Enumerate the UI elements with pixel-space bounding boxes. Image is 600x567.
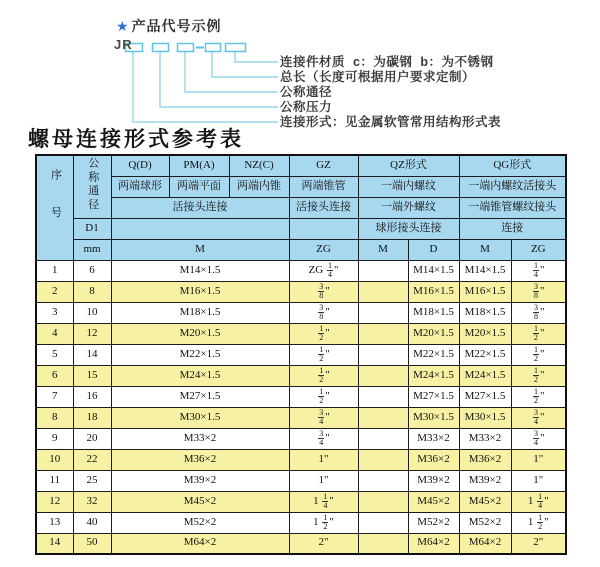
header-mm: mm <box>73 239 111 260</box>
cell-qg-zg: 1 $\frac{1}{4}$ " <box>511 491 566 512</box>
header-qg-m: M <box>459 239 511 260</box>
cell-qz-m <box>358 407 408 428</box>
code-box <box>178 44 194 52</box>
cell-m: M30×1.5 <box>111 407 289 428</box>
cell-qz-d: M45×2 <box>408 491 459 512</box>
code-label-diameter: 公称通径 <box>280 85 333 99</box>
header-row-3 <box>36 197 566 218</box>
header-type-gz: GZ <box>289 155 358 176</box>
cell-qz-m <box>358 449 408 470</box>
cell-gz-zg: 2" <box>289 533 358 554</box>
cell-qg-zg: $\frac{1}{2}$ " <box>511 386 566 407</box>
cell-seq: 13 <box>36 512 73 533</box>
cell-qz-d: M30×1.5 <box>408 407 459 428</box>
cell-m: M20×1.5 <box>111 323 289 344</box>
table-body <box>36 260 566 554</box>
table-row <box>36 428 566 449</box>
table-row <box>36 302 566 323</box>
cell-m: M64×2 <box>111 533 289 554</box>
cell-qz-d: M27×1.5 <box>408 386 459 407</box>
cell-qg-m: M33×2 <box>459 428 511 449</box>
cell-seq: 14 <box>36 533 73 554</box>
header-desc-pm: 两端平面 <box>169 176 229 197</box>
cell-qz-m <box>358 533 408 554</box>
table-row <box>36 512 566 533</box>
code-prefix: JR <box>114 37 133 52</box>
cell-qz-m <box>358 365 408 386</box>
cell-qz-m <box>358 323 408 344</box>
code-label-connection: 连接形式：见金属软管常用结构形式表 <box>280 115 502 129</box>
cell-m: M39×2 <box>111 470 289 491</box>
cell-gz-zg: 1 $\frac{1}{2}$ " <box>289 512 358 533</box>
header-row-4 <box>36 218 566 239</box>
cell-gz-zg: $\frac{3}{4}$ " <box>289 407 358 428</box>
cell-seq: 6 <box>36 365 73 386</box>
cell-qg-zg: $\frac{1}{2}$ " <box>511 365 566 386</box>
cell-qz-d: M33×2 <box>408 428 459 449</box>
table-row <box>36 533 566 554</box>
cell-seq: 1 <box>36 260 73 281</box>
cell-qz-d: M18×1.5 <box>408 302 459 323</box>
header-type-nz: NZ(C) <box>229 155 289 176</box>
cell-gz-zg: $\frac{3}{4}$ " <box>289 428 358 449</box>
code-box <box>206 44 221 52</box>
cell-m: M16×1.5 <box>111 281 289 302</box>
table-row <box>36 281 566 302</box>
cell-qg-m: M22×1.5 <box>459 344 511 365</box>
cell-mm: 16 <box>73 386 111 407</box>
cell-seq: 8 <box>36 407 73 428</box>
cell-gz-zg: 1" <box>289 470 358 491</box>
cell-qg-m: M39×2 <box>459 470 511 491</box>
cell-qz-m <box>358 428 408 449</box>
cell-m: M14×1.5 <box>111 260 289 281</box>
code-label-length: 总长（长度可根据用户要求定制） <box>280 70 476 84</box>
cell-qg-zg: $\frac{3}{8}$ " <box>511 281 566 302</box>
cell-qg-zg: 1" <box>511 449 566 470</box>
table-row <box>36 449 566 470</box>
code-box <box>226 44 246 52</box>
cell-qg-zg: $\frac{1}{2}$ " <box>511 344 566 365</box>
table-row <box>36 365 566 386</box>
table-row <box>36 407 566 428</box>
cell-qz-d: M36×2 <box>408 449 459 470</box>
cell-mm: 8 <box>73 281 111 302</box>
connector-line <box>235 52 278 62</box>
cell-mm: 12 <box>73 323 111 344</box>
header-union-connection: 活接头连接 <box>111 197 289 218</box>
cell-qz-d: M16×1.5 <box>408 281 459 302</box>
cell-qz-m <box>358 302 408 323</box>
cell-mm: 22 <box>73 449 111 470</box>
cell-gz-zg: $\frac{1}{2}$ " <box>289 365 358 386</box>
cell-qz-m <box>358 386 408 407</box>
cell-m: M33×2 <box>111 428 289 449</box>
header-qz-d: D <box>408 239 459 260</box>
header-seq: 序号 <box>36 155 73 260</box>
cell-qg-m: M27×1.5 <box>459 386 511 407</box>
cell-gz-zg: $\frac{3}{8}$ " <box>289 302 358 323</box>
cell-qg-m: M52×2 <box>459 512 511 533</box>
star-icon: ★ <box>116 18 130 34</box>
cell-qz-d: M22×1.5 <box>408 344 459 365</box>
table-row <box>36 344 566 365</box>
cell-qz-m <box>358 260 408 281</box>
cell-mm: 50 <box>73 533 111 554</box>
code-label-material: 连接件材质 c：为碳钢 b：为不锈钢 <box>280 55 494 69</box>
cell-qg-m: M16×1.5 <box>459 281 511 302</box>
cell-qz-d: M20×1.5 <box>408 323 459 344</box>
cell-m: M52×2 <box>111 512 289 533</box>
cell-qz-d: M39×2 <box>408 470 459 491</box>
cell-qg-m: M36×2 <box>459 449 511 470</box>
cell-qg-m: M18×1.5 <box>459 302 511 323</box>
cell-qg-m: M45×2 <box>459 491 511 512</box>
cell-gz-zg: $\frac{1}{2}$ " <box>289 323 358 344</box>
cell-qz-d: M24×1.5 <box>408 365 459 386</box>
connector-line <box>185 52 278 92</box>
header-blank-union <box>111 218 289 239</box>
cell-seq: 7 <box>36 386 73 407</box>
cell-qg-m: M64×2 <box>459 533 511 554</box>
cell-qz-m <box>358 344 408 365</box>
cell-qz-m <box>358 470 408 491</box>
code-example-heading <box>116 16 222 36</box>
cell-mm: 25 <box>73 470 111 491</box>
code-boxes <box>126 44 246 52</box>
header-desc-nz: 两端内锥 <box>229 176 289 197</box>
cell-mm: 15 <box>73 365 111 386</box>
cell-qg-m: M14×1.5 <box>459 260 511 281</box>
code-example-heading-text: 产品代号示例 <box>131 18 222 34</box>
cell-m: M18×1.5 <box>111 302 289 323</box>
table-row <box>36 470 566 491</box>
cell-qg-zg: 2" <box>511 533 566 554</box>
cell-gz-zg: $\frac{1}{2}$ " <box>289 344 358 365</box>
cell-qg-zg: $\frac{1}{4}$ " <box>511 260 566 281</box>
cell-gz-zg: $\frac{3}{8}$ " <box>289 281 358 302</box>
cell-qz-m <box>358 512 408 533</box>
header-row-5 <box>36 239 566 260</box>
table-row <box>36 491 566 512</box>
cell-qg-zg: $\frac{3}{4}$ " <box>511 428 566 449</box>
code-label-pressure: 公称压力 <box>280 100 333 114</box>
cell-seq: 12 <box>36 491 73 512</box>
cell-seq: 2 <box>36 281 73 302</box>
cell-m: M22×1.5 <box>111 344 289 365</box>
header-gz-union-connection: 活接头连接 <box>289 197 358 218</box>
header-ball-joint-connection: 球形接头连接 <box>358 218 459 239</box>
header-desc-qg-2: 一端锥管螺纹接头 <box>459 197 566 218</box>
cell-m: M36×2 <box>111 449 289 470</box>
cell-qg-zg: 1 $\frac{1}{2}$ " <box>511 512 566 533</box>
cell-qz-d: M64×2 <box>408 533 459 554</box>
cell-seq: 10 <box>36 449 73 470</box>
header-type-q: Q(D) <box>111 155 169 176</box>
header-qz-m: M <box>358 239 408 260</box>
cell-qg-zg: $\frac{3}{4}$ " <box>511 407 566 428</box>
cell-gz-zg: 1 $\frac{1}{4}$ " <box>289 491 358 512</box>
cell-m: M45×2 <box>111 491 289 512</box>
header-row-2 <box>36 176 566 197</box>
connector-line <box>212 52 278 77</box>
cell-qz-d: M14×1.5 <box>408 260 459 281</box>
header-qg-zg: ZG <box>511 239 566 260</box>
cell-qz-m <box>358 281 408 302</box>
cell-qz-d: M52×2 <box>408 512 459 533</box>
cell-seq: 4 <box>36 323 73 344</box>
cell-qg-zg: $\frac{3}{8}$ " <box>511 302 566 323</box>
header-d1: D1 <box>73 218 111 239</box>
connector-line <box>160 52 278 107</box>
cell-mm: 6 <box>73 260 111 281</box>
cell-mm: 40 <box>73 512 111 533</box>
cell-qg-m: M20×1.5 <box>459 323 511 344</box>
cell-gz-zg: ZG $\frac{1}{4}$ " <box>289 260 358 281</box>
header-zg: ZG <box>289 239 358 260</box>
table-row <box>36 260 566 281</box>
header-type-pm: PM(A) <box>169 155 229 176</box>
cell-qz-m <box>358 491 408 512</box>
code-box <box>153 44 169 52</box>
cell-qg-m: M30×1.5 <box>459 407 511 428</box>
header-type-qg: QG形式 <box>459 155 566 176</box>
header-desc-qz-1: 一端内螺纹 <box>358 176 459 197</box>
header-desc-gz: 两端锥管 <box>289 176 358 197</box>
cell-seq: 5 <box>36 344 73 365</box>
cell-gz-zg: 1" <box>289 449 358 470</box>
cell-mm: 10 <box>73 302 111 323</box>
table-header <box>36 155 566 260</box>
header-desc-qz-2: 一端外螺纹 <box>358 197 459 218</box>
cell-qg-m: M24×1.5 <box>459 365 511 386</box>
header-blank-gz <box>289 218 358 239</box>
header-desc-qg-1: 一端内螺纹活接头 <box>459 176 566 197</box>
cell-seq: 3 <box>36 302 73 323</box>
cell-qg-zg: 1" <box>511 470 566 491</box>
cell-mm: 14 <box>73 344 111 365</box>
header-row-1 <box>36 155 566 176</box>
cell-mm: 20 <box>73 428 111 449</box>
cell-gz-zg: $\frac{1}{2}$ " <box>289 386 358 407</box>
header-m: M <box>111 239 289 260</box>
table-row <box>36 323 566 344</box>
header-qg-connection: 连接 <box>459 218 566 239</box>
cell-mm: 32 <box>73 491 111 512</box>
connector-lines <box>133 52 278 122</box>
header-nominal-diameter: 公称通径 <box>73 155 111 218</box>
cell-seq: 9 <box>36 428 73 449</box>
page-title: 螺母连接形式参考表 <box>28 126 244 151</box>
cell-m: M24×1.5 <box>111 365 289 386</box>
reference-table <box>35 154 567 555</box>
header-desc-q: 两端球形 <box>111 176 169 197</box>
cell-m: M27×1.5 <box>111 386 289 407</box>
cell-mm: 18 <box>73 407 111 428</box>
table-row <box>36 386 566 407</box>
cell-seq: 11 <box>36 470 73 491</box>
cell-qg-zg: $\frac{1}{2}$ " <box>511 323 566 344</box>
header-type-qz: QZ形式 <box>358 155 459 176</box>
